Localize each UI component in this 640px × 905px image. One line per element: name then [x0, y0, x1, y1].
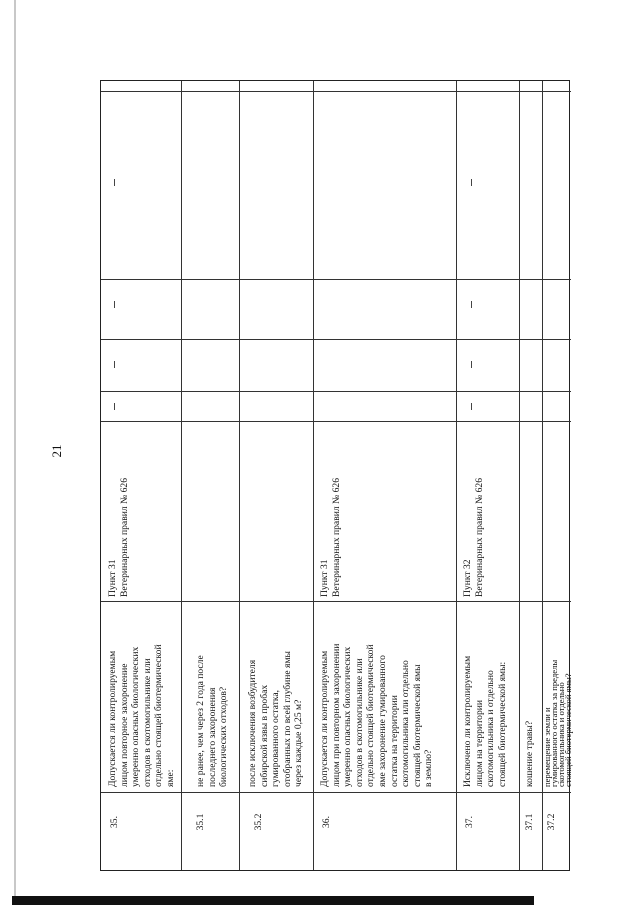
column-divider: [101, 91, 571, 92]
question-text: кошение травы?: [524, 720, 535, 787]
table-row: [239, 792, 313, 872]
answer-dash: [471, 301, 472, 308]
table-row: [101, 792, 181, 872]
row-number: 37.1: [524, 813, 535, 831]
page-edge-line: [14, 0, 16, 905]
table-row: [519, 792, 542, 872]
column-divider: [101, 391, 571, 392]
answer-dash: [471, 361, 472, 368]
table-row: [519, 601, 542, 792]
table-row: [181, 792, 239, 872]
column-divider: [101, 339, 571, 340]
row-number: 35.1: [195, 813, 206, 831]
table-row: [542, 601, 571, 792]
question-text: Допускается ли контролируемым лицом повторное захоронение умеренно опасных биологических отходов в скотомогильнике или отдельно стоящей биотермической яме:: [107, 644, 176, 787]
table-row: [239, 601, 313, 792]
table-row: [456, 792, 519, 872]
table-row: [181, 601, 239, 792]
answer-dash: [114, 361, 115, 368]
question-text: Допускается ли контролируемым лицом при повторном захоронении умеренно опасных биологических отходов в скотомогильнике или отдельно стоящей биотермической яме захоронение гумированного остатка на территории скотомогильника или отдельно стоящей биотермической ямы в землю?: [319, 643, 435, 787]
question-text: перемещение земли и гумированного остатка за пределы скотомогильника и отдельно стоящей биотермической ямы?: [542, 659, 573, 787]
table-row: [101, 421, 181, 601]
row-number: 36.: [321, 816, 332, 828]
page-number: 21: [49, 444, 64, 458]
reference-text: Пункт 31 Ветеринарных правил № 626: [319, 478, 342, 597]
reference-text: Пункт 31 Ветеринарных правил № 626: [107, 478, 130, 597]
table-row: [456, 421, 519, 601]
page-bottom-bar: [12, 896, 534, 905]
row-number: 35.: [109, 816, 120, 828]
table-row: [456, 601, 519, 792]
table-row: [101, 601, 181, 792]
table-row: [313, 421, 456, 601]
answer-dash: [114, 301, 115, 308]
answer-dash: [471, 403, 472, 410]
column-divider: [101, 279, 571, 280]
table-row: [313, 792, 456, 872]
row-number: 37.: [464, 816, 475, 828]
answer-dash: [114, 403, 115, 410]
answer-dash: [114, 179, 115, 186]
table-row: [313, 601, 456, 792]
checklist-table: [100, 80, 573, 871]
answer-dash: [471, 179, 472, 186]
question-text: после исключения возбудителя сибирской язвы в пробах гумированного остатка, отобранных по всей глубине ямы через каждые 0,25 м?: [247, 651, 305, 787]
table-row: [542, 792, 571, 872]
row-number: 35.2: [253, 813, 264, 831]
row-number: 37.2: [546, 813, 557, 831]
question-text: Исключено ли контролируемым лицом на территории скотомогильника и отдельно стоящей биотермической ямы:: [462, 655, 508, 787]
reference-text: Пункт 32 Ветеринарных правил № 626: [462, 478, 485, 597]
question-text: не ранее, чем через 2 года после последнего захоронения биологических отходов?: [195, 655, 230, 787]
